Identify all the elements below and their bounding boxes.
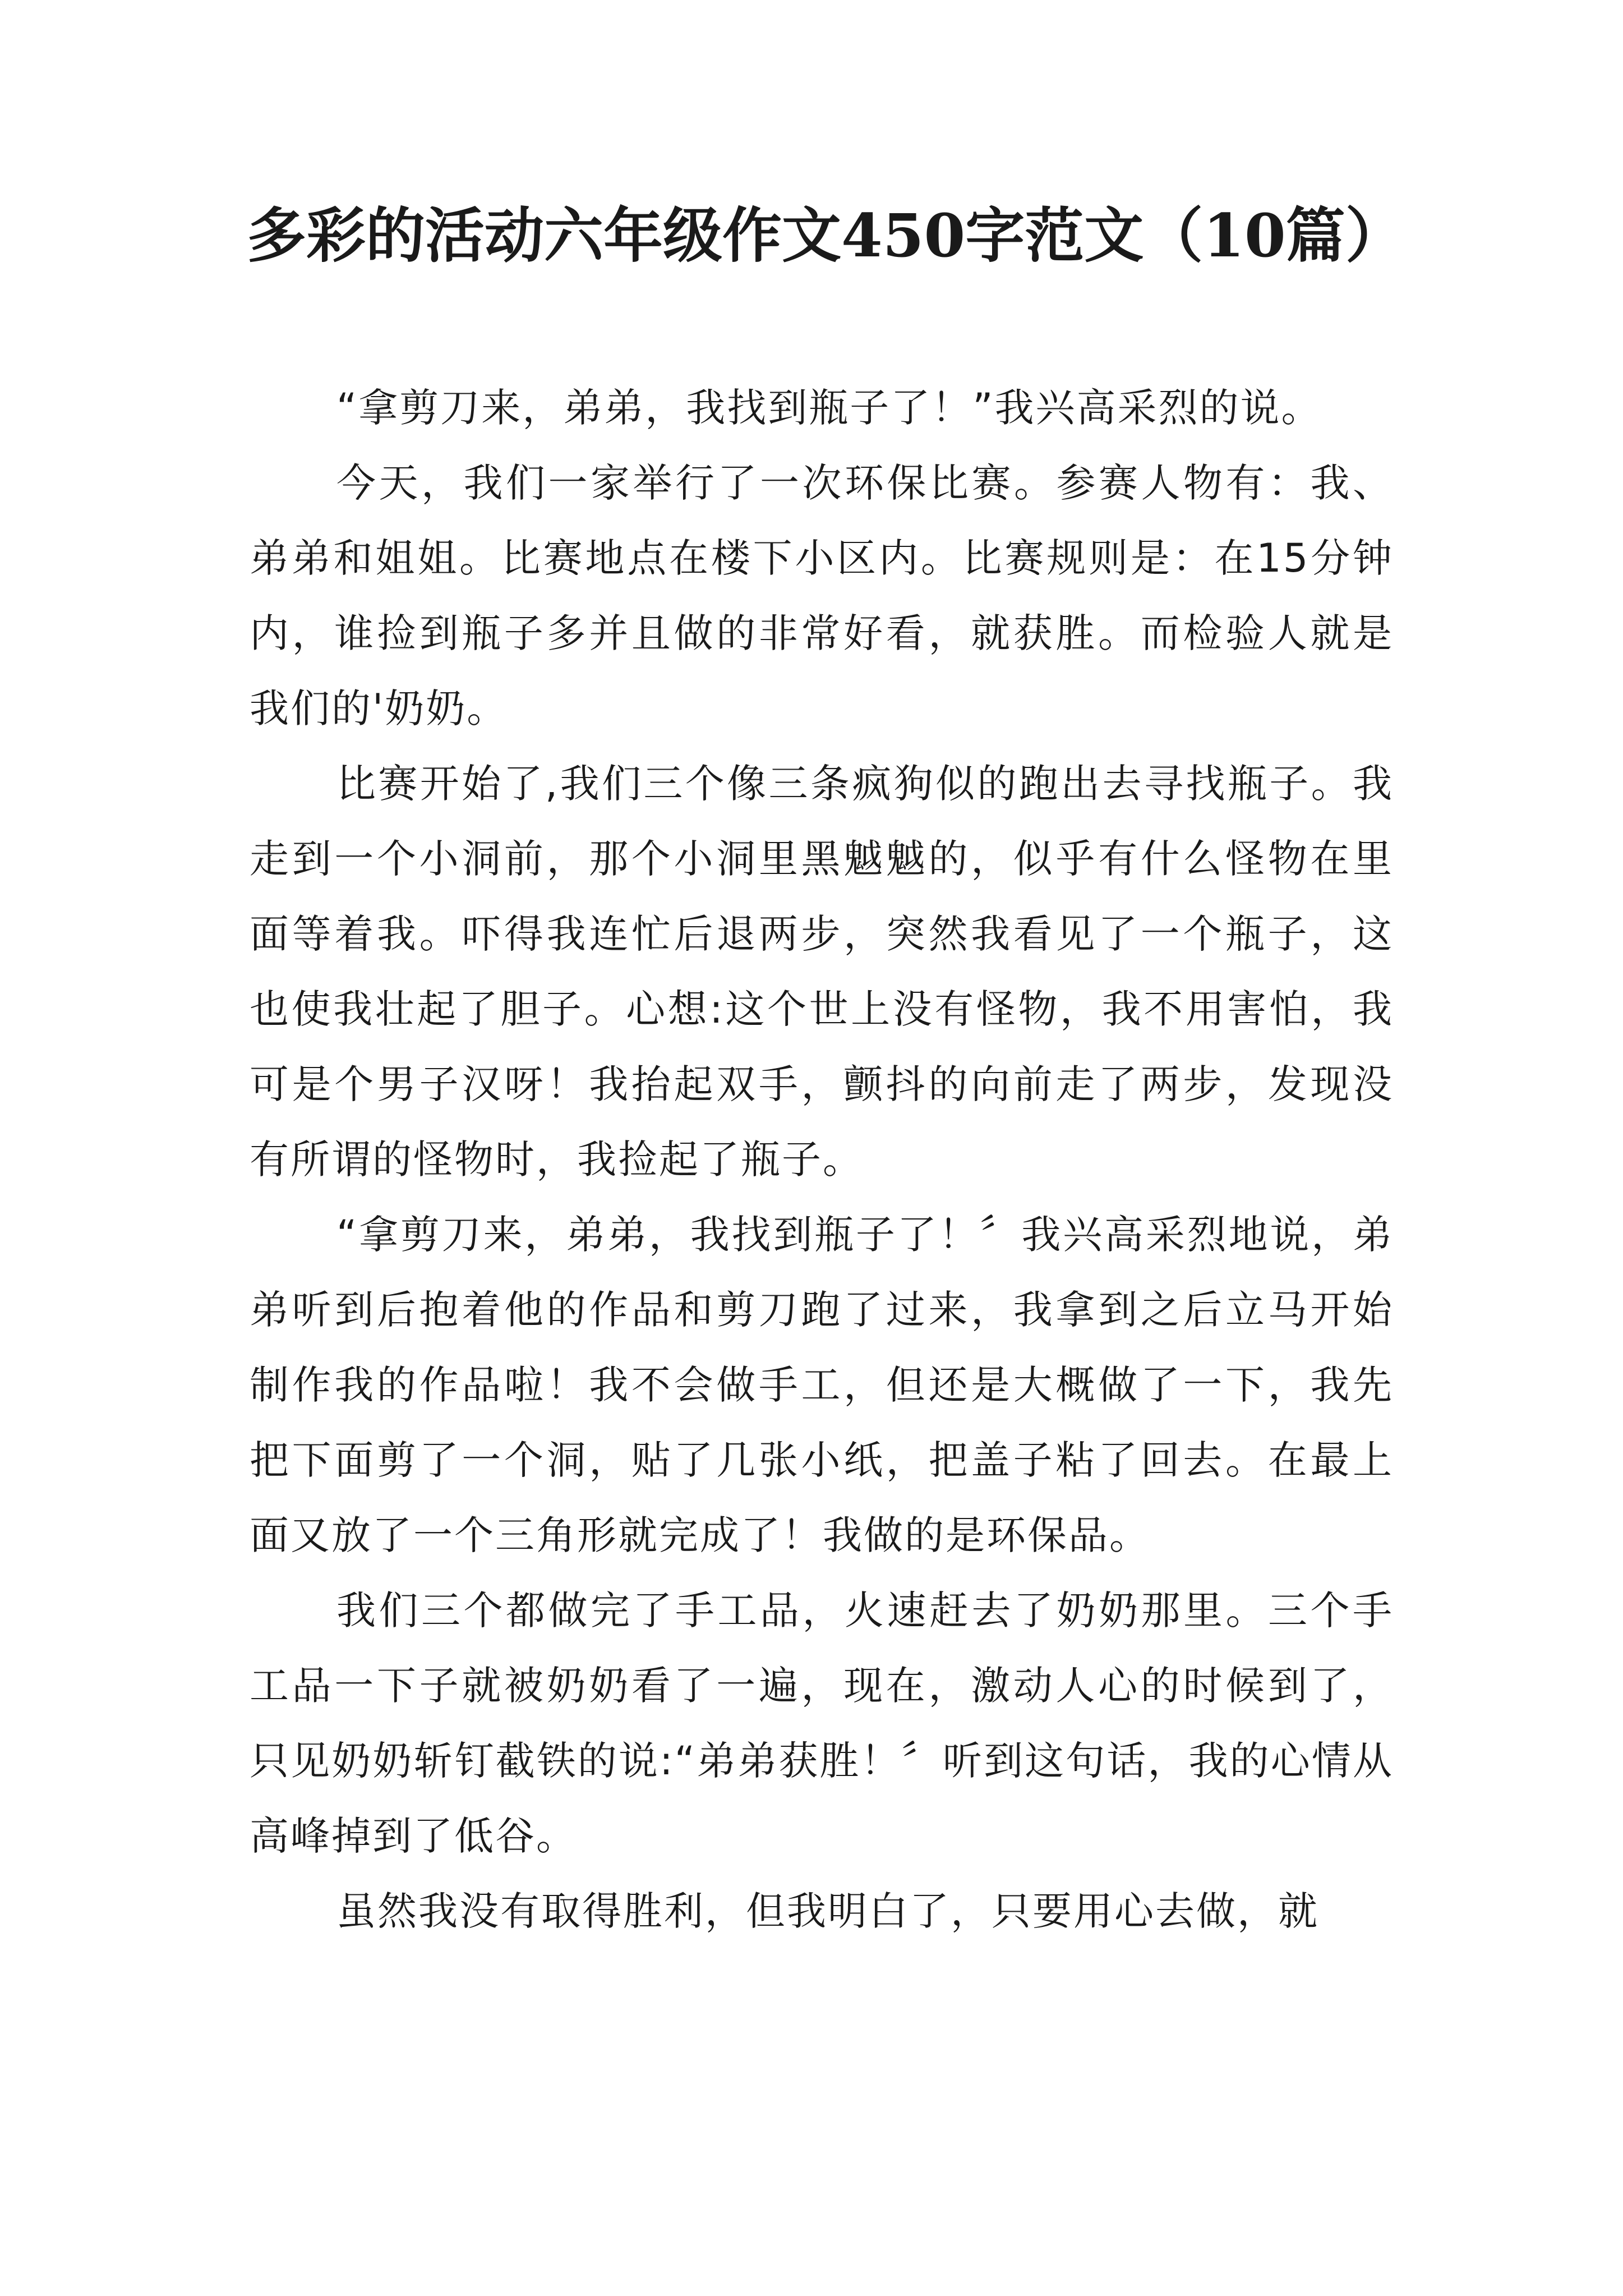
document-title: 多彩的活动六年级作文450字范文（10篇） bbox=[247, 200, 1405, 270]
paragraph-5: 我们三个都做完了手工品，火速赶去了奶奶那里。三个手工品一下子就被奶奶看了一遍，现在，激动人心的时候到了，只见奶奶斩钉截铁的说:“弟弟获胜！〞听到这句话，我的心情从高峰掉到了低谷。 bbox=[250, 1588, 1394, 1859]
paragraph-1: “拿剪刀来，弟弟，我找到瓶子了！”我兴高采烈的说。 bbox=[336, 385, 1322, 431]
paragraph-3: 比赛开始了,我们三个像三条疯狗似的跑出去寻找瓶子。我走到一个小洞前，那个小洞里黑魆魆的，似乎有什么怪物在里面等着我。吓得我连忙后退两步，突然我看见了一个瓶子，这也使我壮起了胆子。心想:这个世上没有怪物，我不用害怕，我可是个男子汉呀！我抬起双手，颤抖的向前走了两步，发现没有所谓的怪物时，我捡起了瓶子。 bbox=[250, 761, 1394, 1182]
paragraph-4: “拿剪刀来，弟弟，我找到瓶子了！〞我兴高采烈地说，弟弟听到后抱着他的作品和剪刀跑了过来，我拿到之后立马开始制作我的作品啦！我不会做手工，但还是大概做了一下，我先把下面剪了一个洞，贴了几张小纸，把盖子粘了回去。在最上面又放了一个三角形就完成了！我做的是环保品。 bbox=[250, 1212, 1394, 1558]
paragraph-2: 今天，我们一家举行了一次环保比赛。参赛人物有：我、弟弟和姐姐。比赛地点在楼下小区内。比赛规则是：在15分钟内，谁捡到瓶子多并且做的非常好看，就获胜。而检验人就是我们的'奶奶。 bbox=[250, 460, 1394, 731]
document-body bbox=[250, 370, 1394, 1949]
paragraph-6: 虽然我没有取得胜利，但我明白了，只要用心去做，就 bbox=[336, 1888, 1319, 1934]
